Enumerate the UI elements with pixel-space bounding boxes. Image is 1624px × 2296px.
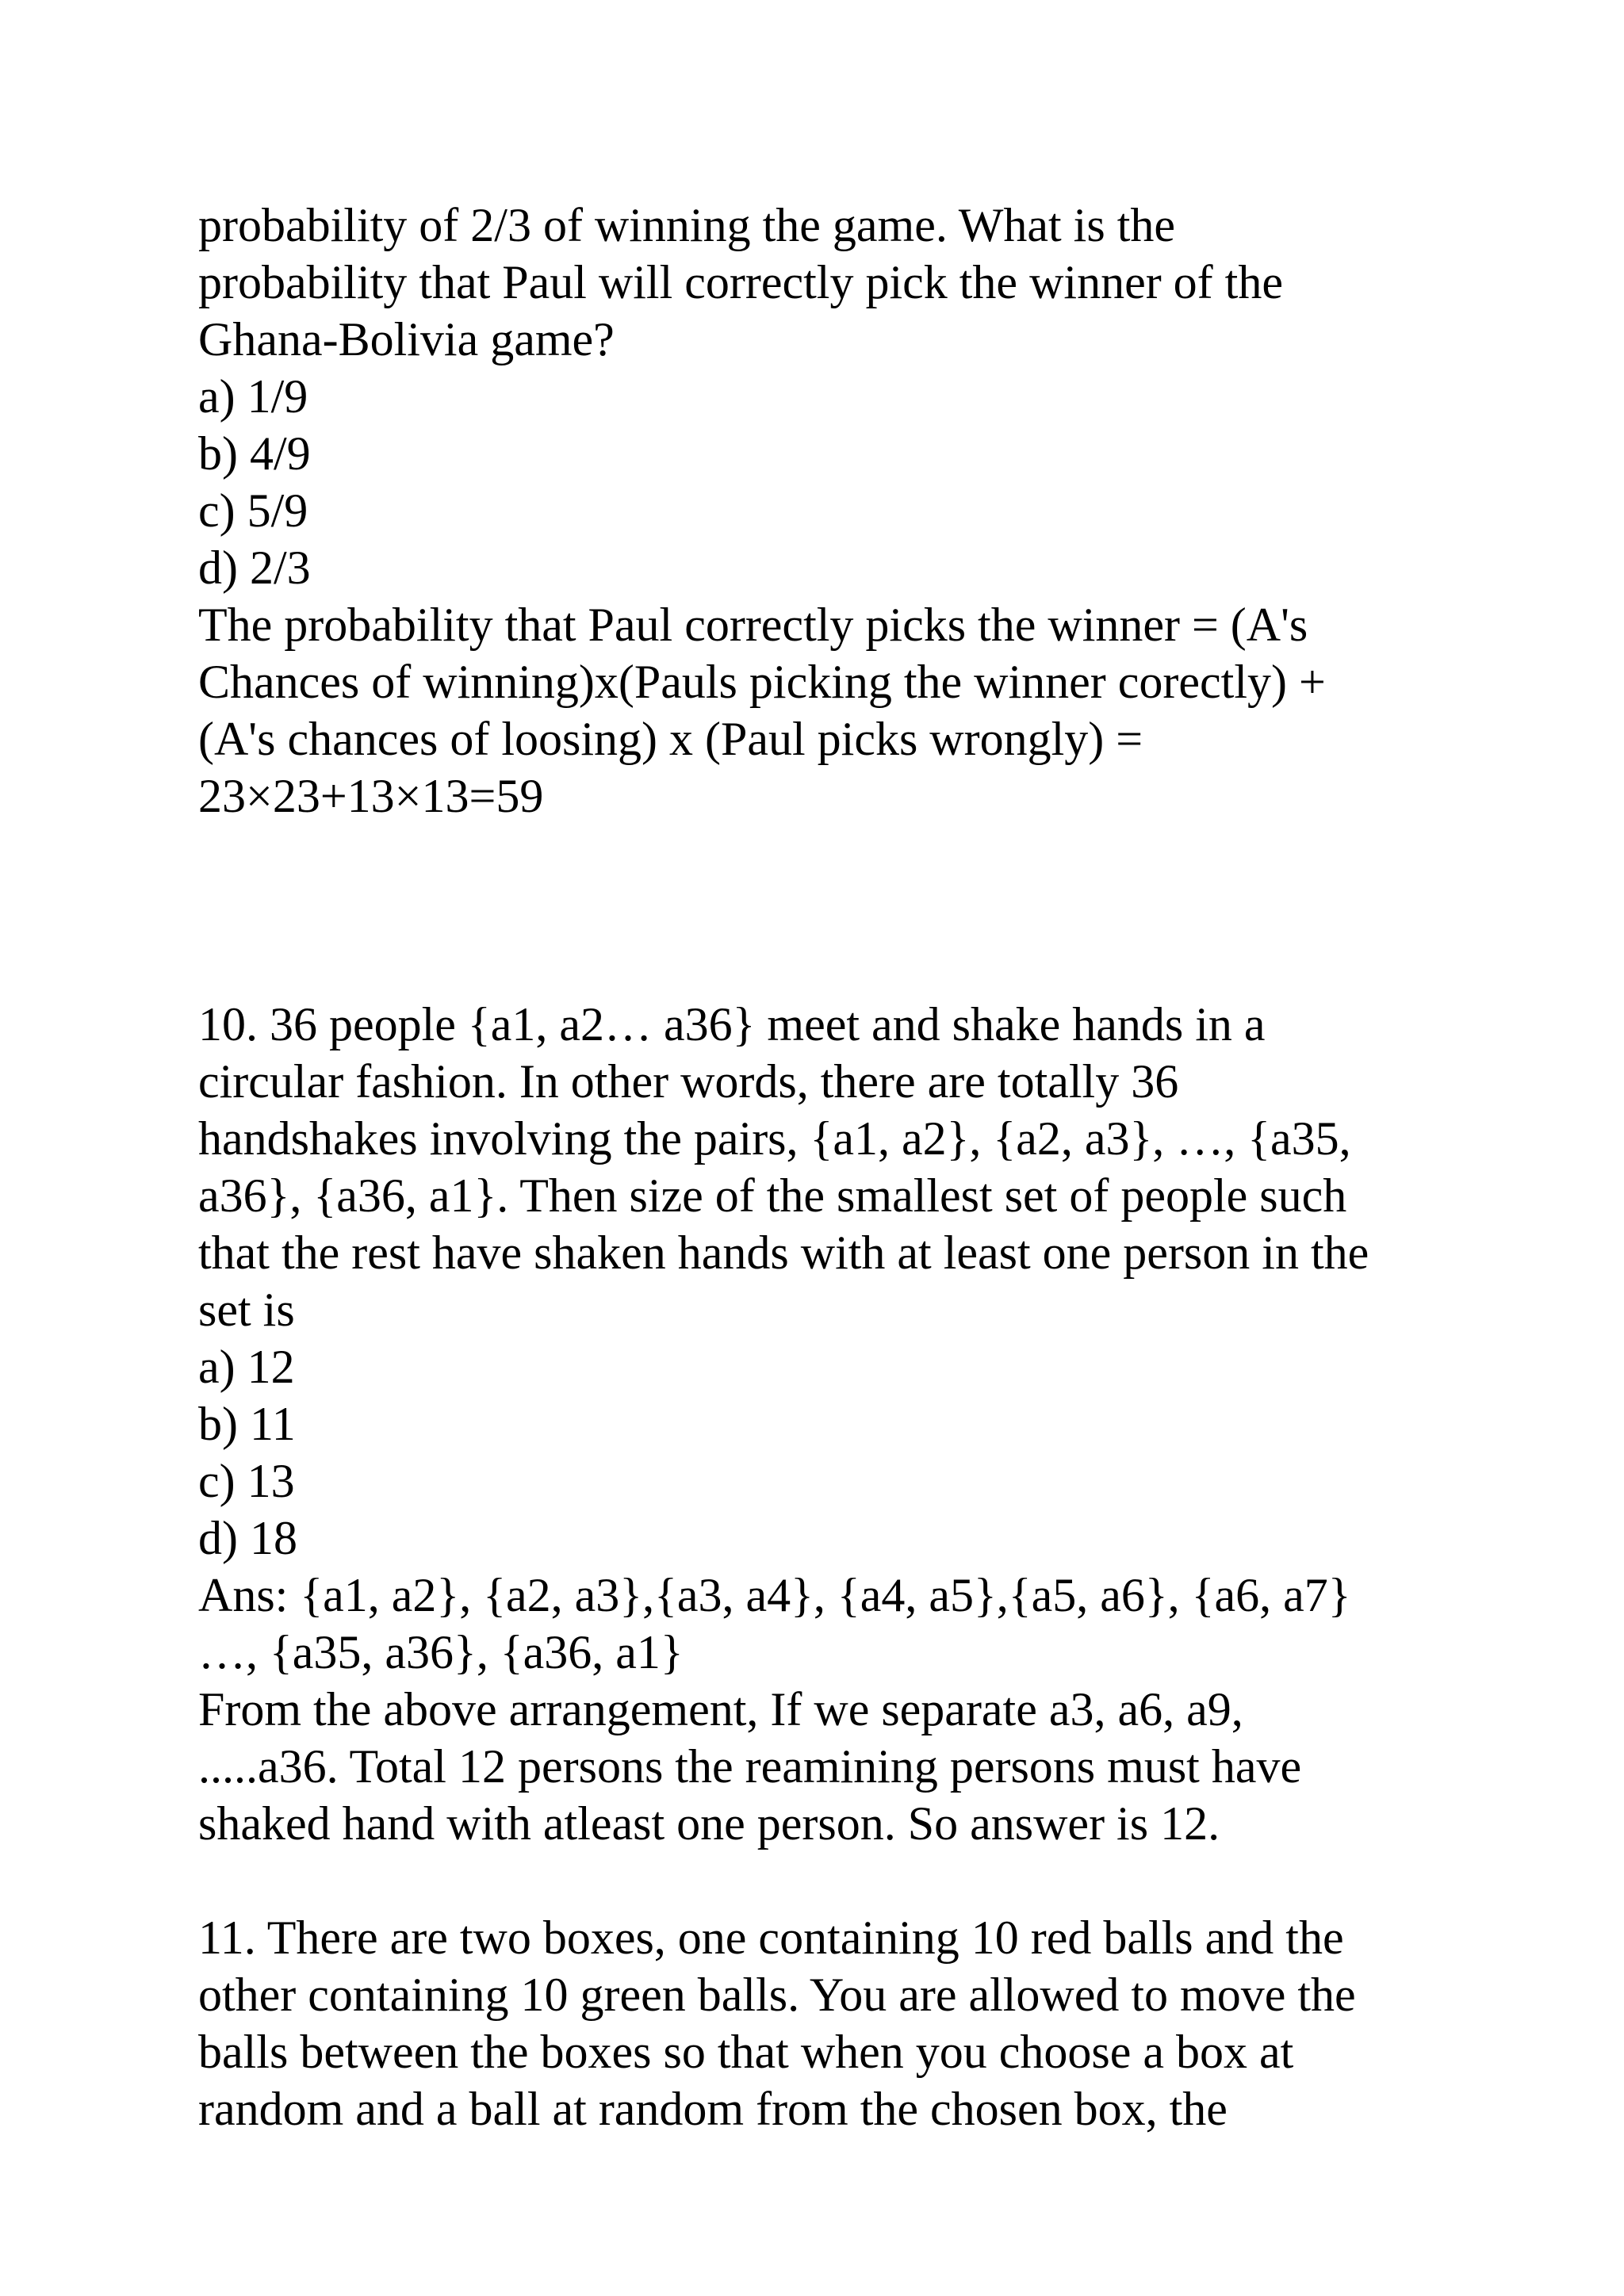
answer-line: shaked hand with atleast one person. So answer is 12. (198, 1797, 1220, 1850)
text-line: handshakes involving the pairs, {a1, a2}, {a2, a3}, …, {a35, (198, 1112, 1351, 1165)
question-9-continuation (198, 197, 1435, 825)
spacer (198, 1852, 1435, 1909)
question-11 (198, 1909, 1435, 2137)
answer-line: Chances of winning)x(Pauls picking the winner corectly) + (198, 656, 1326, 708)
answer-line: …, {a35, a36}, {a36, a1} (198, 1626, 684, 1678)
text-line: other containing 10 green balls. You are allowed to move the (198, 1969, 1356, 2021)
text-line: a36}, {a36, a1}. Then size of the smallest set of people such (198, 1169, 1347, 1222)
text-line: probability of 2/3 of winning the game. What is the (198, 199, 1175, 251)
text-line: Ghana-Bolivia game? (198, 313, 615, 365)
option-c: c) 13 (198, 1455, 295, 1507)
answer-line: (A's chances of loosing) x (Paul picks wrongly) = (198, 713, 1143, 765)
text-line: probability that Paul will correctly pick the winner of the (198, 256, 1283, 308)
answer-line: From the above arrangement, If we separate a3, a6, a9, (198, 1683, 1243, 1735)
option-a: a) 12 (198, 1341, 295, 1393)
option-d: d) 18 (198, 1512, 297, 1564)
option-b: b) 4/9 (198, 427, 311, 480)
answer-line: 23×23+13×13=59 (198, 770, 544, 822)
answer-line: The probability that Paul correctly picks the winner = (A's (198, 599, 1308, 651)
text-line: random and a ball at random from the chosen box, the (198, 2083, 1228, 2135)
answer-line: .....a36. Total 12 persons the reamining persons must have (198, 1740, 1302, 1793)
text-line: that the rest have shaken hands with at least one person in the (198, 1226, 1369, 1279)
answer-line: Ans: {a1, a2}, {a2, a3},{a3, a4}, {a4, a5},{a5, a6}, {a6, a7} (198, 1569, 1351, 1621)
text-line: 11. There are two boxes, one containing 10 red balls and the (198, 1911, 1344, 1964)
text-line: circular fashion. In other words, there are totally 36 (198, 1055, 1179, 1108)
text-line: 10. 36 people {a1, a2… a36} meet and shake hands in a (198, 998, 1266, 1050)
spacer (198, 825, 1435, 996)
document-text (198, 197, 1435, 2137)
text-line: balls between the boxes so that when you choose a box at (198, 2026, 1294, 2078)
question-10 (198, 996, 1435, 1852)
text-line: set is (198, 1284, 295, 1336)
option-b: b) 11 (198, 1398, 296, 1450)
option-d: d) 2/3 (198, 541, 311, 594)
option-a: a) 1/9 (198, 370, 308, 423)
option-c: c) 5/9 (198, 484, 308, 537)
